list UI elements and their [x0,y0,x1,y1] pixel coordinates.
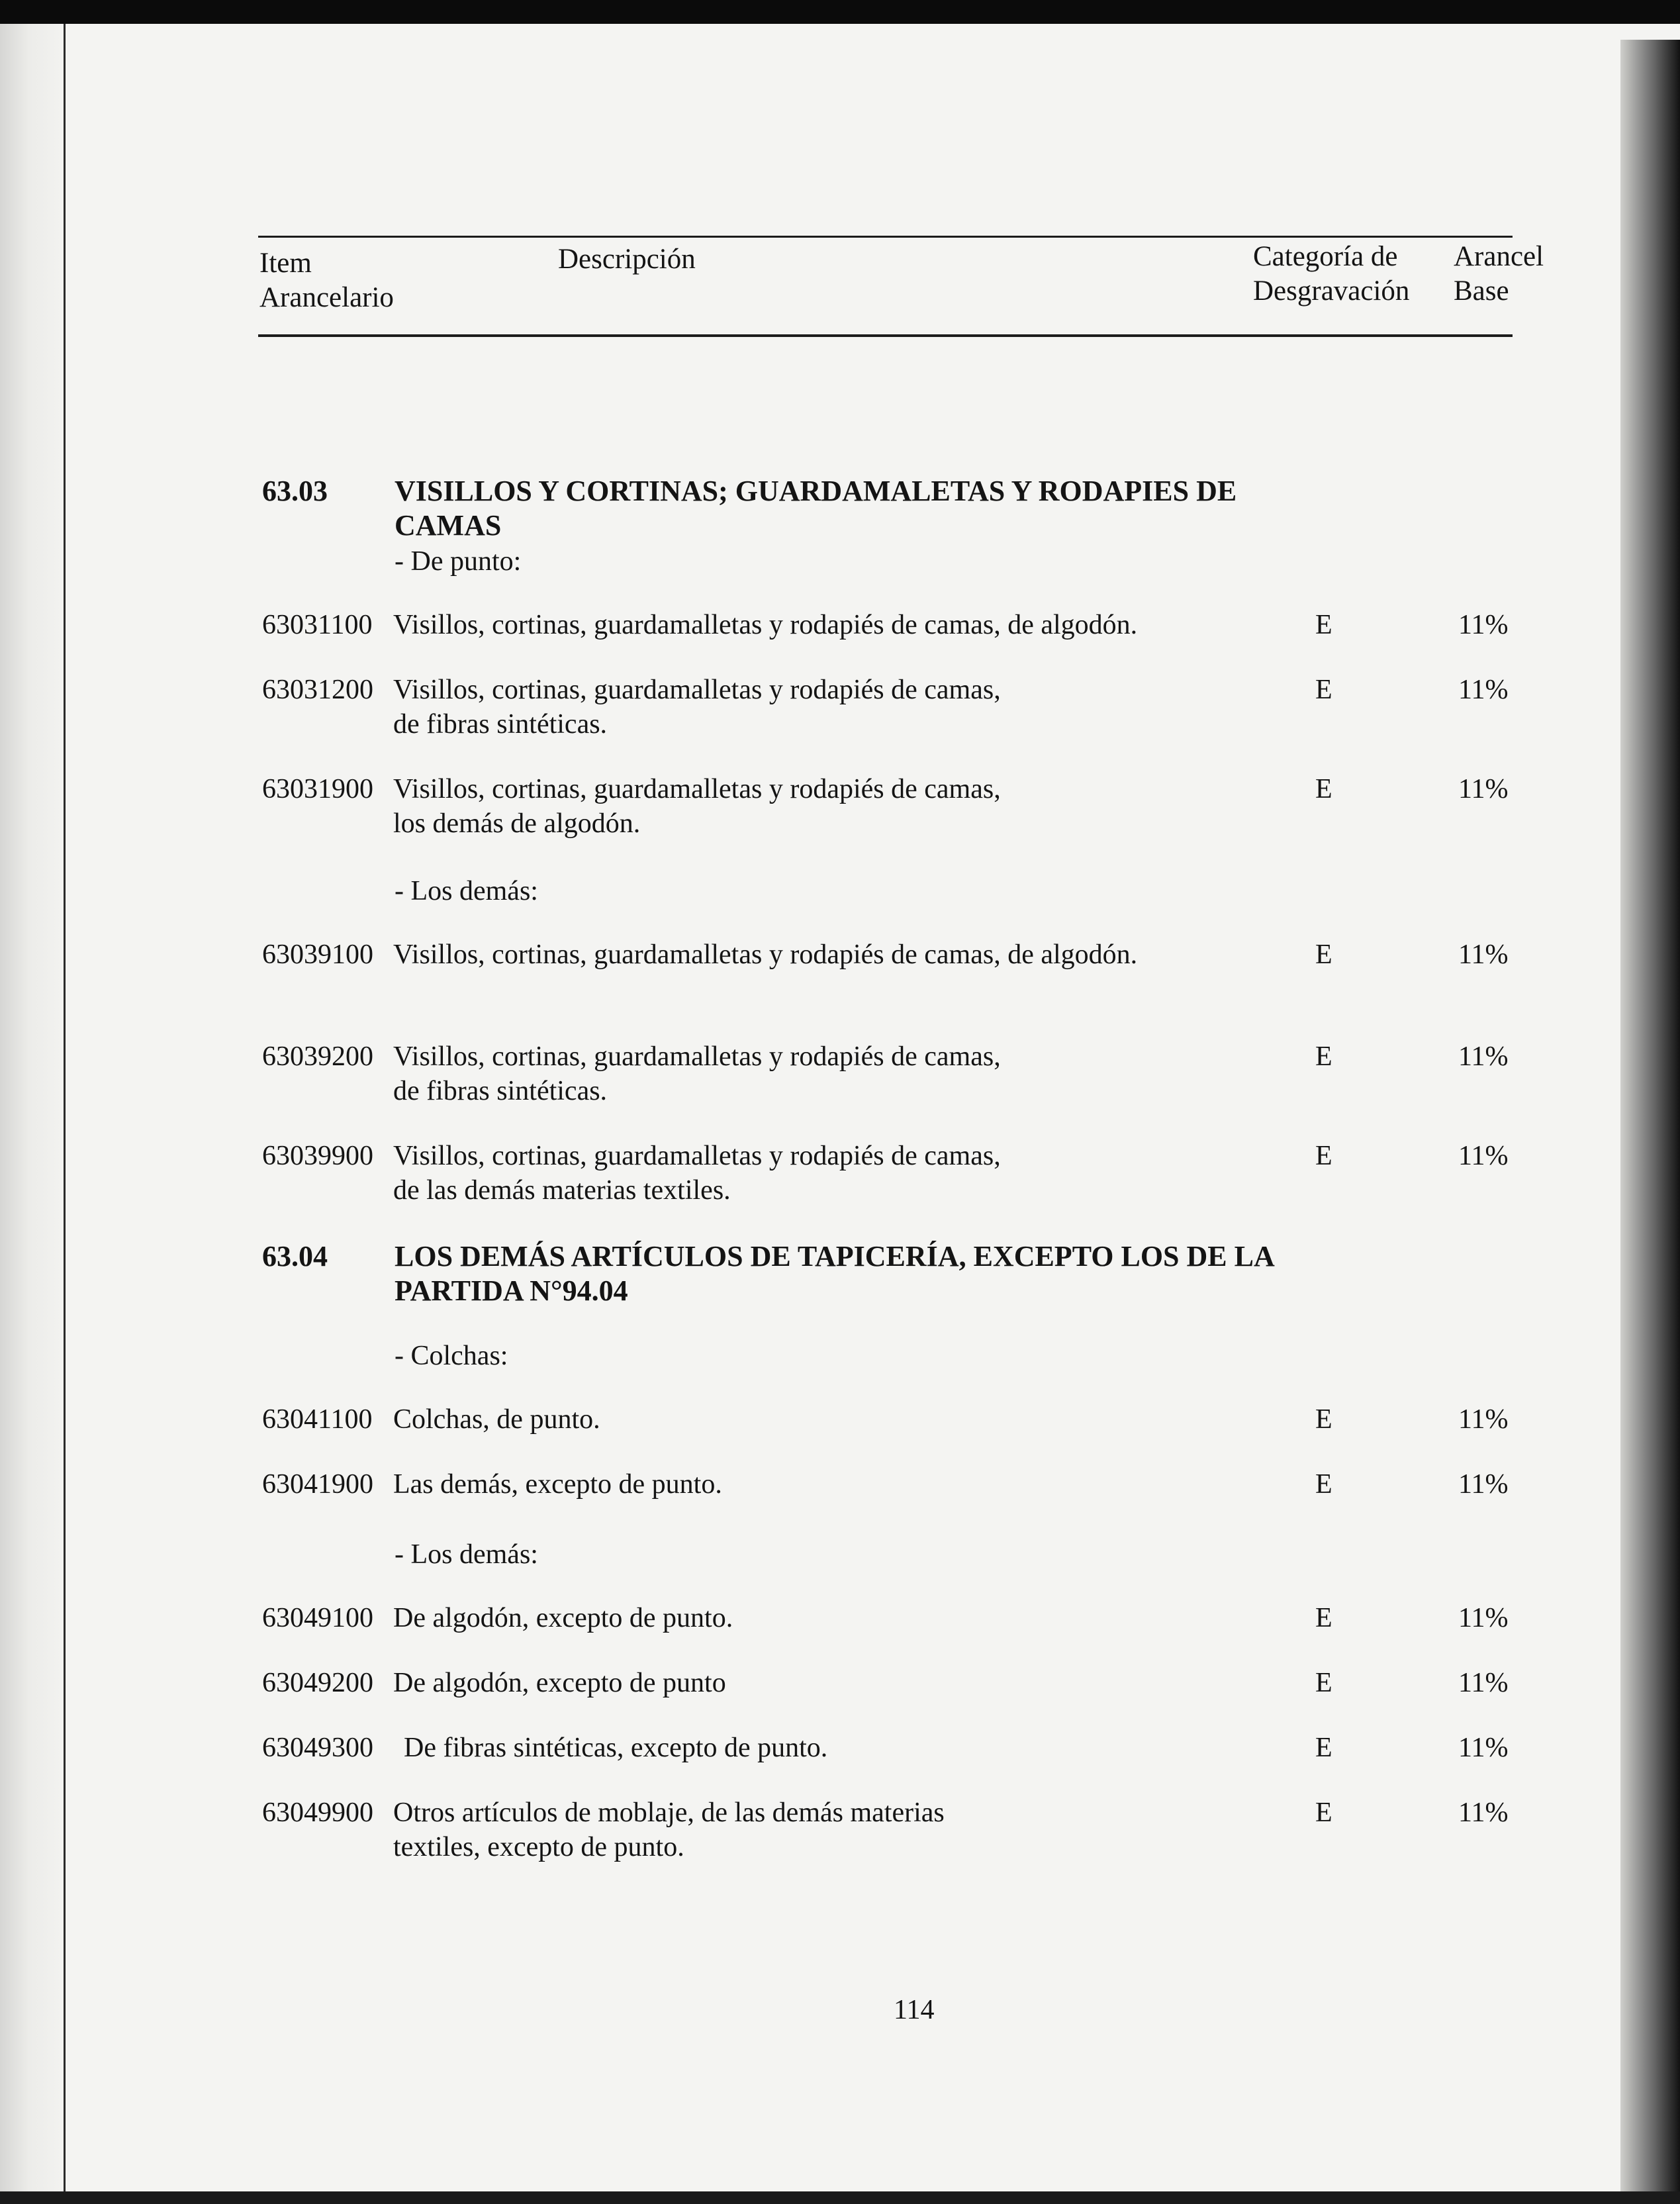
section-code: 63.03 [262,475,328,507]
item-category: E [1315,610,1332,640]
item-rate: 11% [1458,1141,1509,1171]
item-description: Visillos, cortinas, guardamalletas y rodapiés de camas, los demás de algodón. [393,774,1001,839]
item-category: E [1315,1469,1332,1500]
item-description: Visillos, cortinas, guardamalletas y rodapiés de camas, de algodón. [393,610,1138,640]
scan-top-border [0,0,1680,24]
item-code: 63041100 [262,1404,373,1435]
section-code: 63.04 [262,1240,328,1272]
item-rate: 11% [1458,610,1509,640]
item-rate: 11% [1458,675,1509,705]
item-rate: 11% [1458,1469,1509,1500]
scan-binding-line [64,24,66,2204]
item-rate: 11% [1458,1797,1509,1828]
item-rate: 11% [1458,1041,1509,1072]
item-code: 63031900 [262,774,373,804]
item-rate: 11% [1458,1668,1509,1698]
item-description: De algodón, excepto de punto. [393,1603,733,1633]
item-description: Visillos, cortinas, guardamalletas y rodapiés de camas, de las demás materias textiles. [393,1141,1001,1206]
item-description: Otros artículos de moblaje, de las demás materias textiles, excepto de punto. [393,1797,945,1862]
item-rate: 11% [1458,1404,1509,1435]
item-description: Visillos, cortinas, guardamalletas y rodapiés de camas, de algodón. [393,939,1138,970]
item-rate: 11% [1458,1733,1509,1763]
item-description: Visillos, cortinas, guardamalletas y rodapiés de camas, de fibras sintéticas. [393,675,1001,740]
item-category: E [1315,675,1332,705]
item-code: 63049300 [262,1733,373,1763]
section-title: LOS DEMÁS ARTÍCULOS DE TAPICERÍA, EXCEPTO LOS DE LA PARTIDA N°94.04 [395,1240,1275,1307]
item-rate: 11% [1458,1603,1509,1633]
page-number: 114 [894,1995,935,2025]
item-category: E [1315,774,1332,804]
item-category: E [1315,1733,1332,1763]
item-code: 63039200 [262,1041,373,1072]
item-code: 63049100 [262,1603,373,1633]
item-category: E [1315,1603,1332,1633]
item-description: Las demás, excepto de punto. [393,1469,722,1500]
item-code: 63039100 [262,939,373,970]
header-base-label: Arancel Base [1454,241,1544,307]
item-category: E [1315,1797,1332,1828]
item-description: Visillos, cortinas, guardamalletas y rodapiés de camas, de fibras sintéticas. [393,1041,1001,1106]
scan-left-shadow [0,24,73,2204]
header-category-label: Categoría de Desgravación [1253,241,1410,307]
item-category: E [1315,1404,1332,1435]
item-description: De fibras sintéticas, excepto de punto. [404,1733,828,1763]
scan-right-shadow [1620,40,1680,2204]
item-code: 63049200 [262,1668,373,1698]
item-rate: 11% [1458,939,1509,970]
item-category: E [1315,1041,1332,1072]
item-category: E [1315,1668,1332,1698]
header-bottom-rule [258,334,1513,337]
header-description-label: Descripción [558,244,696,275]
scan-bottom-border [0,2191,1680,2204]
item-code: 63031200 [262,675,373,705]
item-rate: 11% [1458,774,1509,804]
header-item-label: Item Arancelario [259,248,394,313]
subheading: - Los demás: [395,876,538,906]
subheading: - Los demás: [395,1539,538,1570]
item-code: 63039900 [262,1141,373,1171]
item-code: 63049900 [262,1797,373,1828]
header-top-rule [258,236,1513,238]
item-code: 63031100 [262,610,373,640]
item-description: Colchas, de punto. [393,1404,600,1435]
item-category: E [1315,939,1332,970]
subheading: - De punto: [395,546,522,577]
section-title: VISILLOS Y CORTINAS; GUARDAMALETAS Y RODAPIES DE CAMAS [395,475,1237,542]
item-description: De algodón, excepto de punto [393,1668,726,1698]
subheading: - Colchas: [395,1341,508,1371]
item-category: E [1315,1141,1332,1171]
item-code: 63041900 [262,1469,373,1500]
